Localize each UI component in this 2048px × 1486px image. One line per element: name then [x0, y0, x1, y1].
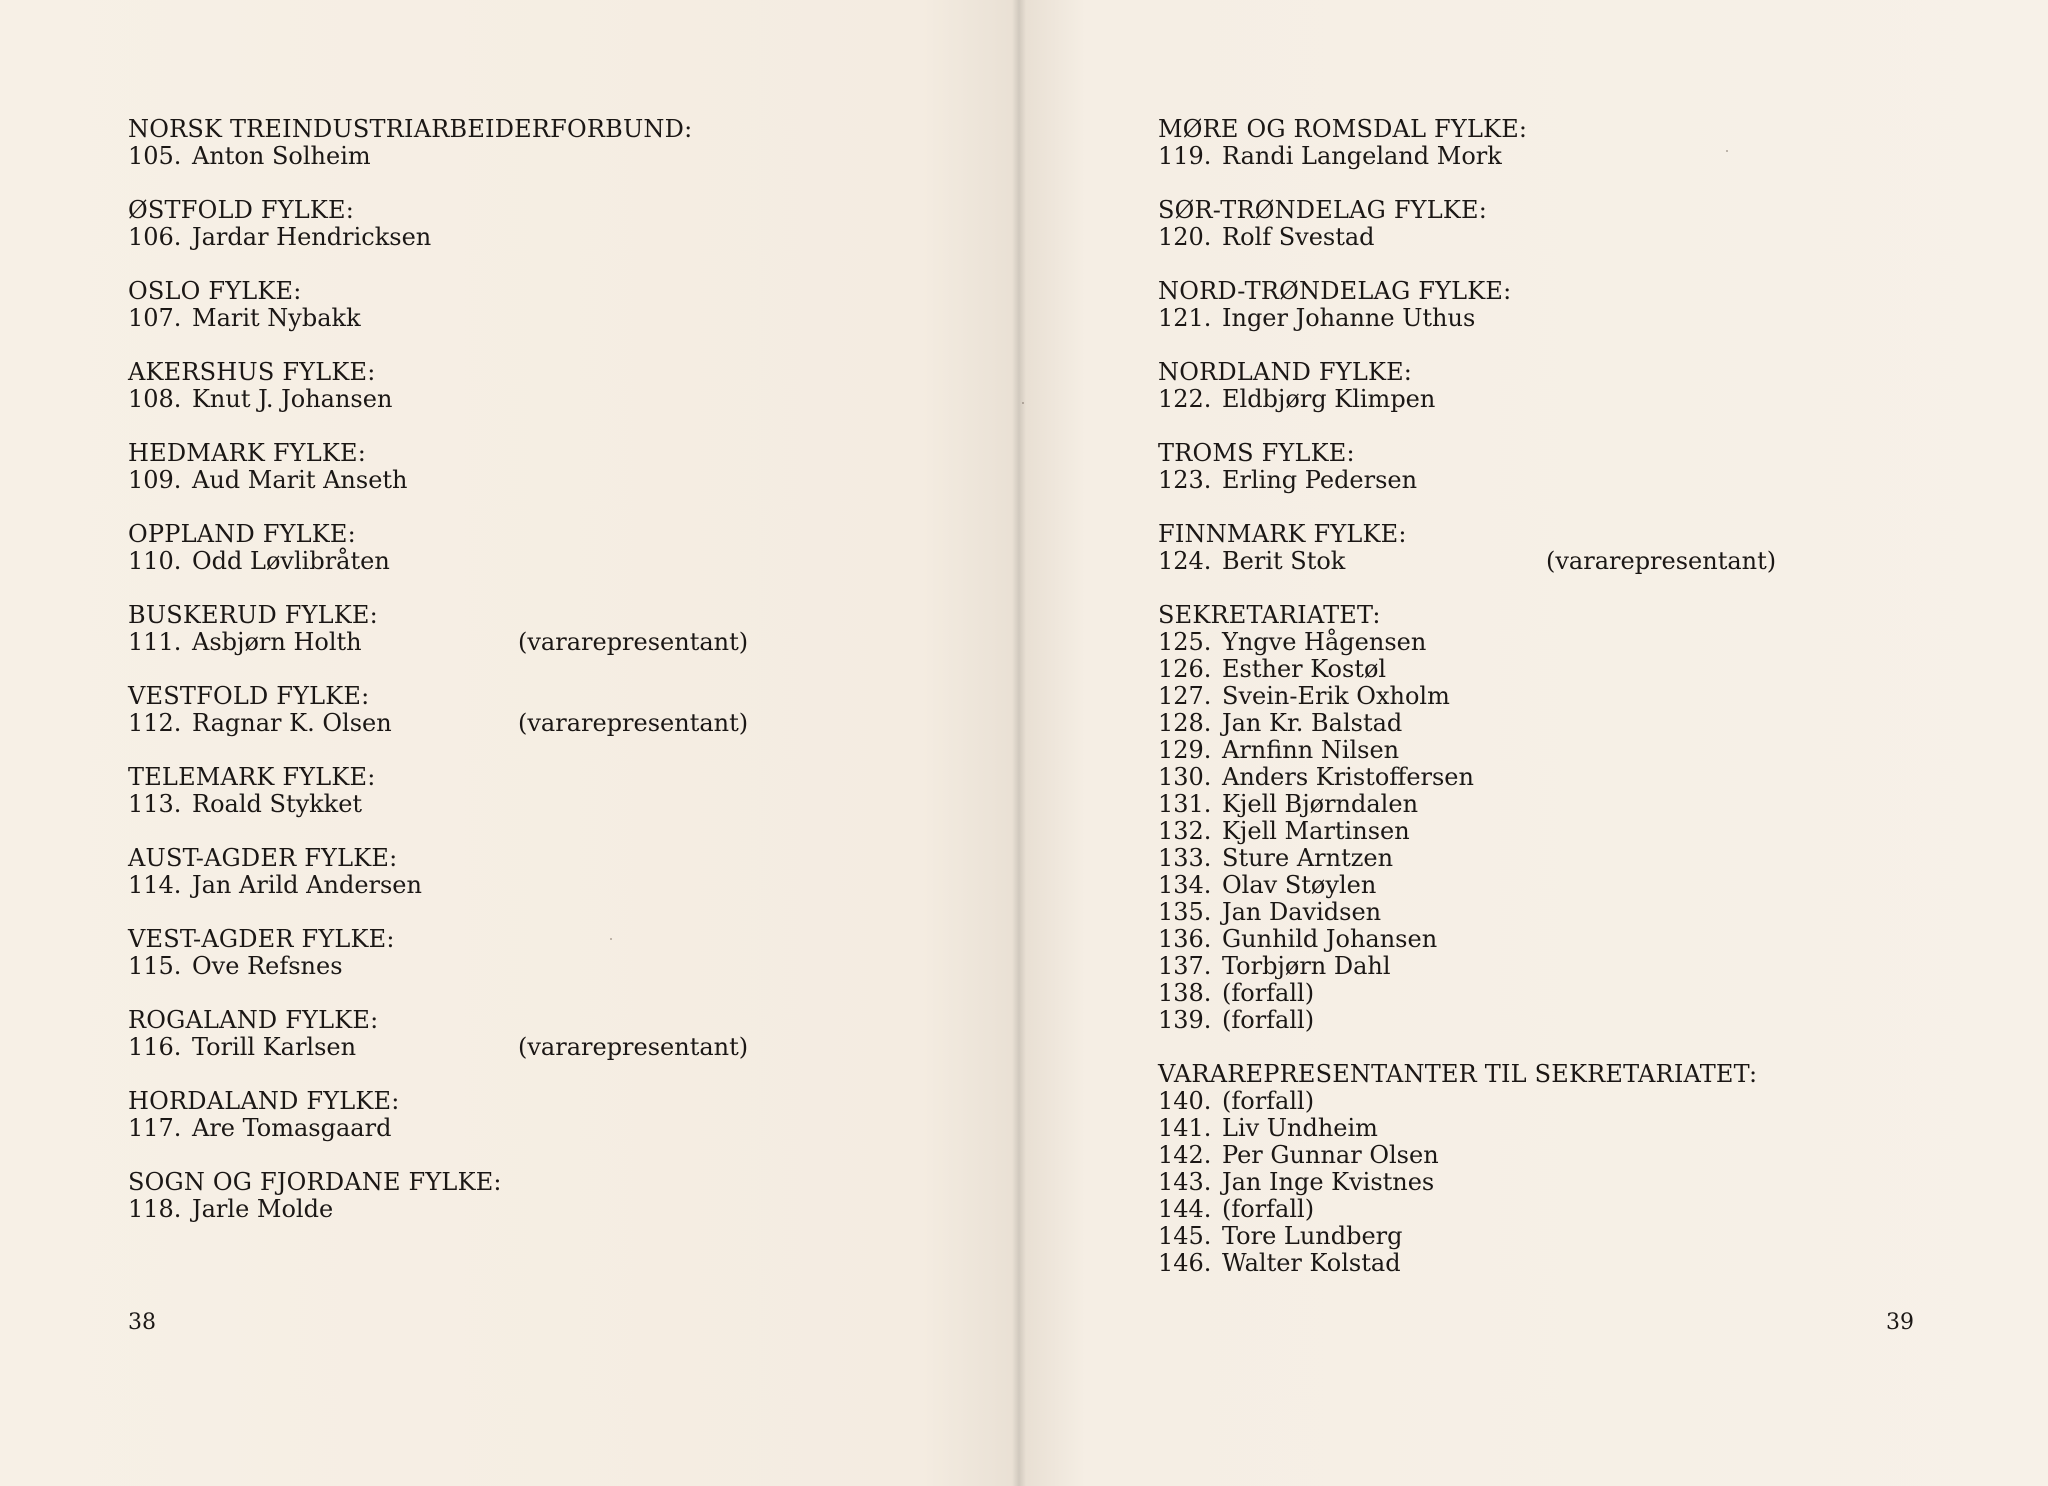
entry-name: Kjell Bjørndalen [1222, 790, 1419, 818]
entry-number: 130. [1158, 763, 1212, 791]
entry-row [1158, 1169, 1918, 1196]
section-heading: FINNMARK FYLKE: [1158, 520, 1407, 548]
entry-name: Jarle Molde [192, 1195, 334, 1223]
entry-row [128, 386, 888, 413]
entry-number: 140. [1158, 1087, 1212, 1115]
paper-speck [610, 938, 612, 940]
directory-section [1158, 602, 1918, 1034]
entry-name: Jan Inge Kvistnes [1222, 1168, 1435, 1196]
entry-row [1158, 818, 1918, 845]
entry-name: Rolf Svestad [1222, 223, 1375, 251]
section-heading: NORD-TRØNDELAG FYLKE: [1158, 277, 1512, 305]
entry-number: 108. [128, 385, 182, 413]
entry-row [1158, 1196, 1918, 1223]
section-heading: SEKRETARIATET: [1158, 601, 1381, 629]
directory-section [128, 359, 888, 413]
entry-name: Anton Solheim [192, 142, 371, 170]
entry-name: Aud Marit Anseth [192, 466, 408, 494]
entry-number: 145. [1158, 1222, 1212, 1250]
entry-number: 146. [1158, 1249, 1212, 1277]
entry-row [1158, 710, 1918, 737]
entry-number: 109. [128, 466, 182, 494]
entry-row [1158, 629, 1918, 656]
section-heading: BUSKERUD FYLKE: [128, 601, 378, 629]
entry-name: Marit Nybakk [192, 304, 361, 332]
directory-section [1158, 521, 1918, 575]
section-heading: HEDMARK FYLKE: [128, 439, 366, 467]
right-page [1026, 0, 2048, 1486]
section-heading: SOGN OG FJORDANE FYLKE: [128, 1168, 502, 1196]
entry-row [1158, 656, 1918, 683]
entry-row [128, 467, 888, 494]
entry-row [128, 1115, 888, 1142]
entry-row [1158, 1142, 1918, 1169]
entry-number: 115. [128, 952, 182, 980]
entry-name: Arnfinn Nilsen [1222, 736, 1400, 764]
entry-row [1158, 791, 1918, 818]
entry-name: Randi Langeland Mork [1222, 142, 1502, 170]
entry-name: Walter Kolstad [1222, 1249, 1401, 1277]
entry-row [1158, 548, 1918, 575]
entry-row [1158, 1007, 1918, 1034]
section-heading: TROMS FYLKE: [1158, 439, 1355, 467]
entry-row [128, 629, 888, 656]
entry-number: 124. [1158, 547, 1212, 575]
entry-note: (vararepresentant) [518, 628, 749, 656]
entry-number: 135. [1158, 898, 1212, 926]
entry-name: Ragnar K. Olsen [192, 709, 392, 737]
paper-speck [1022, 402, 1024, 404]
directory-section [128, 197, 888, 251]
entry-row [1158, 899, 1918, 926]
entry-row [1158, 926, 1918, 953]
entry-number: 138. [1158, 979, 1212, 1007]
directory-section [128, 683, 888, 737]
section-heading: AUST-AGDER FYLKE: [128, 844, 398, 872]
entry-number: 133. [1158, 844, 1212, 872]
entry-row [1158, 305, 1918, 332]
entry-row [1158, 764, 1918, 791]
directory-section [1158, 116, 1918, 170]
entry-number: 142. [1158, 1141, 1212, 1169]
entry-name: (forfall) [1222, 979, 1315, 1007]
entry-name: Jan Arild Andersen [192, 871, 422, 899]
directory-section [1158, 1061, 1918, 1277]
entry-name: Per Gunnar Olsen [1222, 1141, 1439, 1169]
entry-number: 128. [1158, 709, 1212, 737]
entry-number: 136. [1158, 925, 1212, 953]
section-heading: VARAREPRESENTANTER TIL SEKRETARIATET: [1158, 1060, 1758, 1088]
entry-note: (vararepresentant) [518, 1033, 749, 1061]
entry-number: 137. [1158, 952, 1212, 980]
entry-row [128, 305, 888, 332]
entry-name: Odd Løvlibråten [192, 547, 390, 575]
section-heading: HORDALAND FYLKE: [128, 1087, 400, 1115]
entry-name: Asbjørn Holth [192, 628, 362, 656]
directory-section [128, 1088, 888, 1142]
section-heading: VEST-AGDER FYLKE: [128, 925, 395, 953]
left-page [0, 0, 1012, 1486]
entry-row [1158, 872, 1918, 899]
directory-section [128, 116, 888, 170]
entry-number: 139. [1158, 1006, 1212, 1034]
left-page-number: 38 [128, 1310, 156, 1335]
entry-row [128, 143, 888, 170]
entry-number: 141. [1158, 1114, 1212, 1142]
entry-number: 132. [1158, 817, 1212, 845]
entry-number: 126. [1158, 655, 1212, 683]
entry-number: 120. [1158, 223, 1212, 251]
entry-row [1158, 737, 1918, 764]
entry-number: 117. [128, 1114, 182, 1142]
entry-number: 112. [128, 709, 182, 737]
section-heading: VESTFOLD FYLKE: [128, 682, 370, 710]
entry-row [1158, 1088, 1918, 1115]
entry-name: Svein-Erik Oxholm [1222, 682, 1450, 710]
entry-name: Jan Kr. Balstad [1222, 709, 1403, 737]
entry-row [1158, 224, 1918, 251]
entry-row [1158, 980, 1918, 1007]
entry-number: 143. [1158, 1168, 1212, 1196]
entry-name: Kjell Martinsen [1222, 817, 1410, 845]
entry-number: 123. [1158, 466, 1212, 494]
section-heading: OPPLAND FYLKE: [128, 520, 356, 548]
entry-number: 129. [1158, 736, 1212, 764]
entry-name: Sture Arntzen [1222, 844, 1394, 872]
entry-row [128, 548, 888, 575]
book-gutter [1012, 0, 1026, 1486]
directory-section [128, 845, 888, 899]
directory-section [128, 926, 888, 980]
entry-row [1158, 467, 1918, 494]
entry-number: 110. [128, 547, 182, 575]
entry-note: (vararepresentant) [1546, 547, 1777, 575]
entry-number: 107. [128, 304, 182, 332]
directory-section [128, 440, 888, 494]
entry-name: Berit Stok [1222, 547, 1346, 575]
entry-row [1158, 953, 1918, 980]
entry-number: 113. [128, 790, 182, 818]
directory-section [1158, 197, 1918, 251]
entry-name: (forfall) [1222, 1087, 1315, 1115]
entry-number: 122. [1158, 385, 1212, 413]
entry-name: (forfall) [1222, 1195, 1315, 1223]
entry-row [128, 1196, 888, 1223]
entry-name: Anders Kristoffersen [1222, 763, 1474, 791]
directory-section [1158, 359, 1918, 413]
entry-number: 134. [1158, 871, 1212, 899]
entry-row [1158, 1115, 1918, 1142]
right-page-number: 39 [1886, 1310, 1914, 1335]
section-heading: MØRE OG ROMSDAL FYLKE: [1158, 115, 1528, 143]
entry-name: Inger Johanne Uthus [1222, 304, 1476, 332]
entry-number: 125. [1158, 628, 1212, 656]
entry-number: 106. [128, 223, 182, 251]
entry-row [1158, 683, 1918, 710]
entry-name: Torbjørn Dahl [1222, 952, 1391, 980]
paper-speck [1726, 150, 1728, 152]
entry-name: Torill Karlsen [192, 1033, 357, 1061]
entry-row [1158, 1223, 1918, 1250]
entry-name: Tore Lundberg [1222, 1222, 1403, 1250]
left-column [128, 116, 888, 1250]
section-heading: ØSTFOLD FYLKE: [128, 196, 355, 224]
directory-section [1158, 440, 1918, 494]
entry-row [1158, 386, 1918, 413]
entry-row [1158, 845, 1918, 872]
entry-name: Are Tomasgaard [192, 1114, 392, 1142]
entry-name: Ove Refsnes [192, 952, 343, 980]
entry-name: Roald Stykket [192, 790, 363, 818]
right-column [1158, 116, 1918, 1304]
directory-section [128, 1007, 888, 1061]
section-heading: NORSK TREINDUSTRIARBEIDERFORBUND: [128, 115, 693, 143]
entry-name: Gunhild Johansen [1222, 925, 1438, 953]
section-heading: AKERSHUS FYLKE: [128, 358, 376, 386]
entry-number: 131. [1158, 790, 1212, 818]
entry-row [128, 1034, 888, 1061]
entry-number: 127. [1158, 682, 1212, 710]
entry-row [1158, 143, 1918, 170]
entry-name: Yngve Hågensen [1222, 628, 1427, 656]
section-heading: TELEMARK FYLKE: [128, 763, 376, 791]
entry-number: 105. [128, 142, 182, 170]
entry-number: 119. [1158, 142, 1212, 170]
entry-number: 121. [1158, 304, 1212, 332]
entry-name: (forfall) [1222, 1006, 1315, 1034]
section-heading: NORDLAND FYLKE: [1158, 358, 1413, 386]
entry-row [128, 872, 888, 899]
entry-name: Liv Undheim [1222, 1114, 1378, 1142]
entry-row [128, 224, 888, 251]
entry-number: 118. [128, 1195, 182, 1223]
entry-number: 111. [128, 628, 182, 656]
directory-section [1158, 278, 1918, 332]
entry-name: Jardar Hendricksen [192, 223, 432, 251]
directory-section [128, 1169, 888, 1223]
entry-name: Erling Pedersen [1222, 466, 1418, 494]
entry-note: (vararepresentant) [518, 709, 749, 737]
section-heading: OSLO FYLKE: [128, 277, 302, 305]
section-heading: ROGALAND FYLKE: [128, 1006, 379, 1034]
entry-number: 114. [128, 871, 182, 899]
entry-name: Olav Støylen [1222, 871, 1377, 899]
entry-row [128, 710, 888, 737]
entry-name: Esther Kostøl [1222, 655, 1387, 683]
directory-section [128, 764, 888, 818]
entry-name: Knut J. Johansen [192, 385, 393, 413]
entry-row [128, 953, 888, 980]
entry-row [128, 791, 888, 818]
directory-section [128, 278, 888, 332]
section-heading: SØR-TRØNDELAG FYLKE: [1158, 196, 1487, 224]
entry-name: Eldbjørg Klimpen [1222, 385, 1436, 413]
entry-number: 144. [1158, 1195, 1212, 1223]
entry-row [1158, 1250, 1918, 1277]
directory-section [128, 521, 888, 575]
entry-number: 116. [128, 1033, 182, 1061]
directory-section [128, 602, 888, 656]
entry-name: Jan Davidsen [1222, 898, 1382, 926]
